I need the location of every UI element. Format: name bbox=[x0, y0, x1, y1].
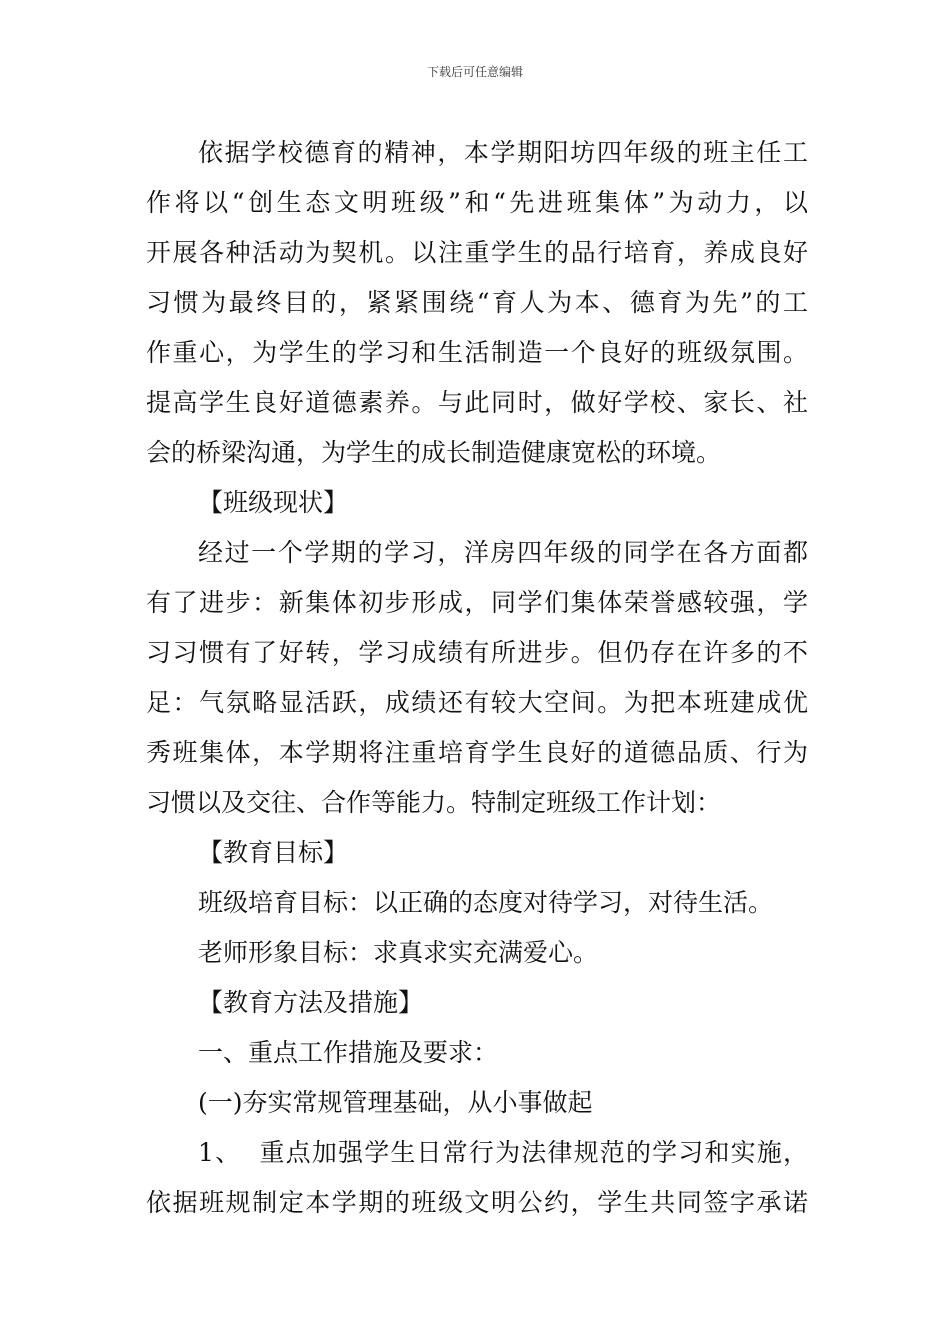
paragraph-line: 提高学生良好道德素养。与此同时，做好学校、家长、社 bbox=[146, 388, 808, 417]
paragraph-line: 会的桥梁沟通，为学生的成长制造健康宽松的环境。 bbox=[146, 438, 722, 467]
paragraph-line: 经过一个学期的学习，洋房四年级的同学在各方面都 bbox=[198, 538, 808, 567]
item-1-paragraph bbox=[146, 1128, 808, 1228]
paragraph-line: 1、 重点加强学生日常行为法律规范的学习和实施， bbox=[198, 1138, 808, 1167]
paragraph-line: 依据班规制定本学期的班级文明公约，学生共同签字承诺 bbox=[146, 1188, 808, 1217]
goal-class: 班级培育目标：以正确的态度对待学习，对待生活。 bbox=[198, 888, 774, 917]
paragraph-line: 足：气氛略显活跃，成绩还有较大空间。为把本班建成优 bbox=[146, 688, 808, 717]
subsection-1-title: (一)夯实常规管理基础，从小事做起 bbox=[198, 1088, 593, 1117]
section-1-title: 一、重点工作措施及要求： bbox=[198, 1038, 499, 1067]
paragraph-line: 作将以“创生态文明班级”和“先进班集体”为动力，以 bbox=[146, 188, 808, 217]
paragraph-line: 依据学校德育的精神，本学期阳坊四年级的班主任工 bbox=[198, 138, 808, 167]
goal-teacher: 老师形象目标：求真求实充满爱心。 bbox=[198, 938, 599, 967]
paragraph-line: 开展各种活动为契机。以注重学生的品行培育，养成良好 bbox=[146, 238, 808, 267]
section-heading-education-goals: 【教育目标】 bbox=[198, 838, 349, 867]
intro-paragraph bbox=[146, 128, 808, 478]
paragraph-line: 习惯为最终目的，紧紧围绕“育人为本、德育为先”的工 bbox=[146, 288, 808, 317]
paragraph-line: 习习惯有了好转，学习成绩有所进步。但仍存在许多的不 bbox=[146, 638, 808, 667]
paragraph-line: 作重心，为学生的学习和生活制造一个良好的班级氛围。 bbox=[146, 338, 808, 367]
paragraph-line: 习惯以及交往、合作等能力。特制定班级工作计划： bbox=[146, 788, 722, 817]
status-paragraph bbox=[146, 528, 808, 828]
section-heading-methods: 【教育方法及措施】 bbox=[198, 988, 424, 1017]
page-header: 下载后可任意编辑 bbox=[426, 65, 523, 79]
paragraph-line: 秀班集体，本学期将注重培育学生良好的道德品质、行为 bbox=[146, 738, 808, 767]
paragraph-line: 有了进步：新集体初步形成，同学们集体荣誉感较强，学 bbox=[146, 588, 808, 617]
section-heading-class-status: 【班级现状】 bbox=[198, 488, 349, 517]
document-body bbox=[146, 128, 808, 1228]
